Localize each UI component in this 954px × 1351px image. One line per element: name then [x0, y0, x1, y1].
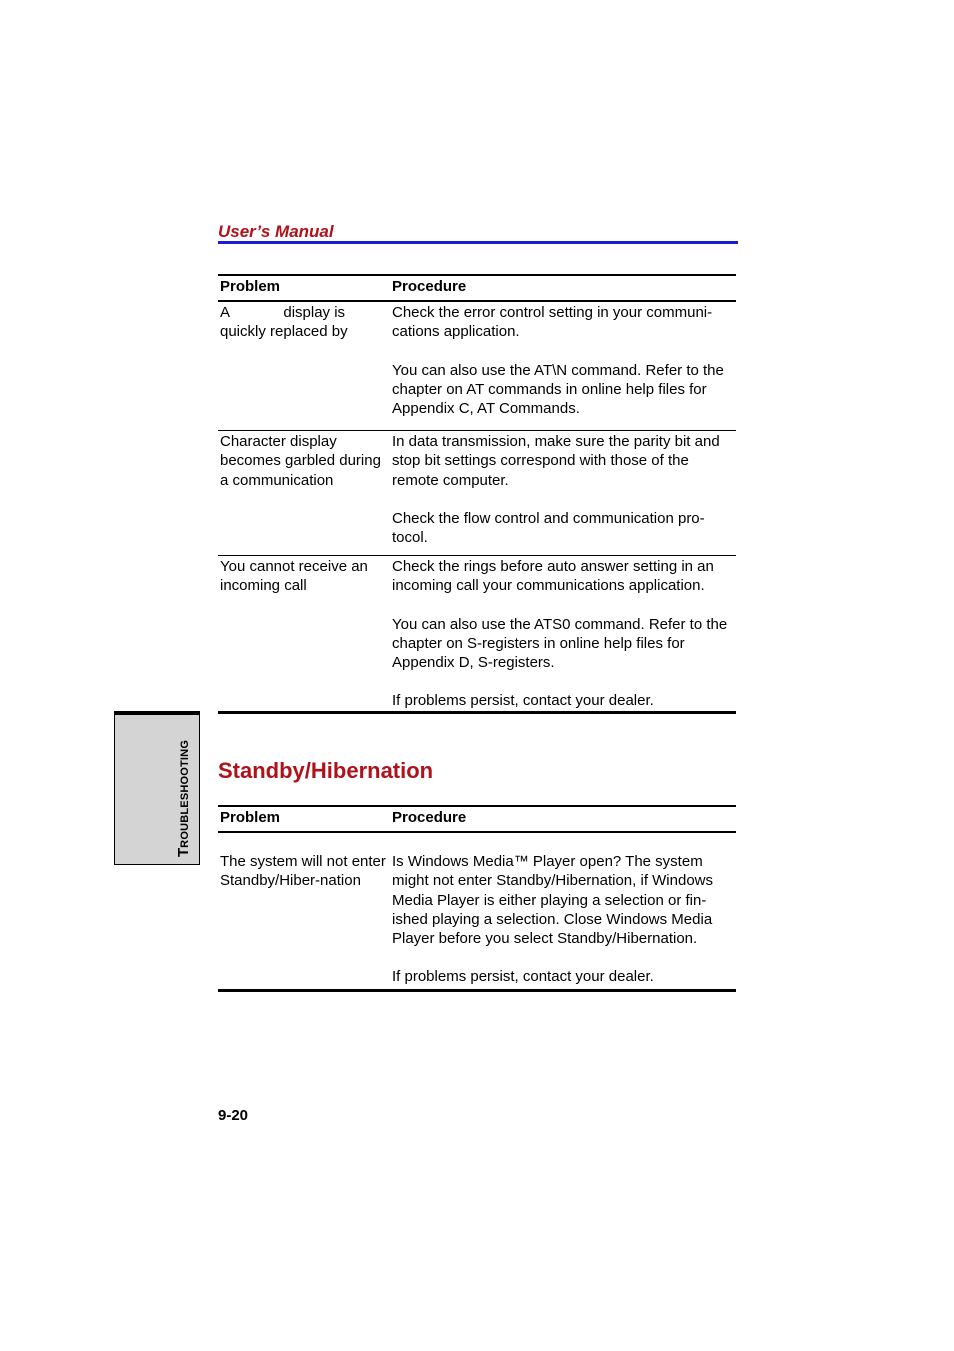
column-header-problem: Problem: [220, 278, 281, 295]
table-row: [218, 301, 736, 431]
procedure-paragraph: If problems persist, contact your dealer.: [392, 968, 654, 986]
table-header-row: [218, 275, 736, 301]
procedure-paragraph: In data transmission, make sure the parity bit and stop bit settings correspond with those of the remote computer.: [392, 433, 720, 489]
table-row: [218, 556, 736, 713]
chapter-side-tab: [114, 711, 200, 865]
procedure-paragraph: Check the flow control and communication pro-tocol.: [392, 509, 705, 547]
problem-cell: Character display becomes garbled during a communication: [220, 433, 381, 489]
running-header-title: User’s Manual: [218, 222, 334, 241]
procedure-paragraph: Is Windows Media™ Player open? The system might not enter Standby/Hibernation, if Windows Media Player is either playing a selection or fin-ished playing a selection. Close Windows Media Player before you select Standby/Hibernation.: [392, 853, 713, 948]
procedure-cell: [390, 431, 736, 556]
problem-cell: You cannot receive an incoming call: [220, 558, 368, 595]
procedure-cell: [390, 832, 736, 991]
table-row: [218, 431, 736, 556]
header-rule: [218, 241, 738, 244]
procedure-paragraph: If problems persist, contact your dealer.: [392, 692, 654, 710]
problem-cell: The system will not enter Standby/Hiber-nation: [220, 853, 386, 890]
procedure-cell: [390, 301, 736, 431]
procedure-paragraph: Check the error control setting in your communi-cations application.: [392, 304, 713, 341]
chapter-side-tab-label: TROUBLESHOOTING: [175, 739, 192, 857]
troubleshooting-table-standby: [218, 805, 736, 992]
table-row: [218, 832, 736, 991]
table-header-row: [218, 806, 736, 832]
procedure-cell: [390, 556, 736, 713]
procedure-paragraph: Check the rings before auto answer setting in an incoming call your communications application.: [392, 558, 714, 595]
troubleshooting-table-modem: [218, 274, 736, 714]
column-header-procedure: Procedure: [392, 278, 467, 295]
page-number: 9-20: [218, 1107, 249, 1124]
procedure-paragraph: You can also use the ATS0 command. Refer to the chapter on S-registers in online help files for Appendix D, S-registers.: [392, 615, 728, 672]
column-header-procedure: Procedure: [392, 809, 467, 826]
problem-cell: A display is quickly replaced by: [220, 304, 350, 341]
column-header-problem: Problem: [220, 809, 281, 826]
procedure-paragraph: You can also use the AT\N command. Refer to the chapter on AT commands in online help files for Appendix C, AT Commands.: [392, 361, 724, 418]
section-heading: Standby/Hibernation: [218, 758, 434, 783]
